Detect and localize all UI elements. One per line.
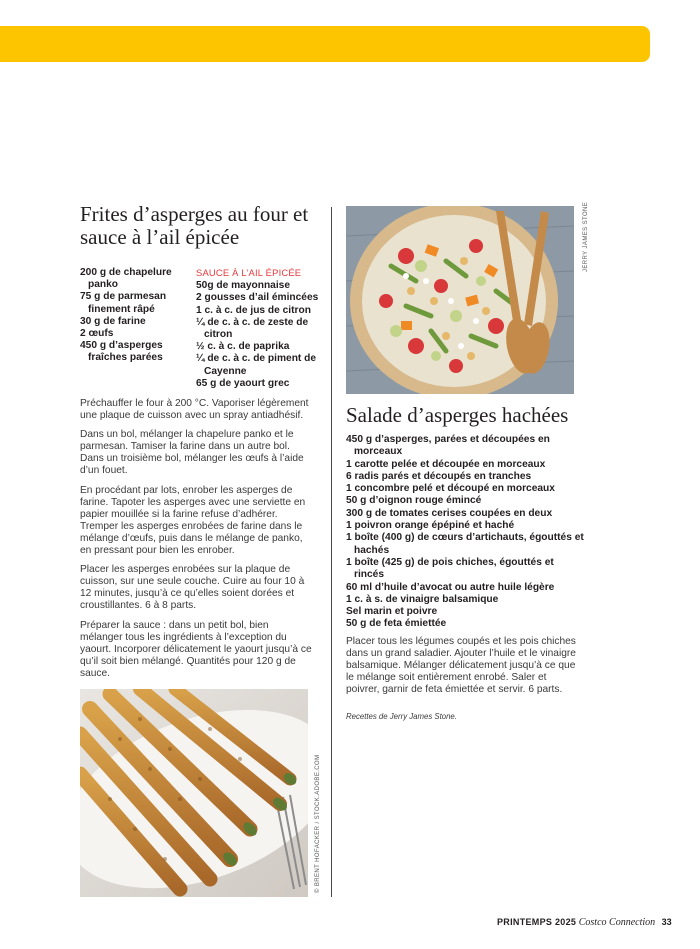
ingredient-item: 1 boîte (400 g) de cœurs d’artichauts, égouttés et hachés	[346, 532, 584, 556]
ingredient-item: 75 g de parmesan finement râpé	[80, 291, 167, 315]
ingredient-item: 200 g de chapelure panko	[80, 267, 172, 291]
header-color-band	[0, 26, 650, 62]
ingredient-item: 50 g de feta émiettée	[346, 618, 447, 630]
fries-photo-credit: © BRENT HOFACKER / STOCK.ADOBE.COM	[315, 754, 321, 893]
ingredient-item: ¼ de c. à c. de piment de Cayenne	[196, 353, 317, 377]
ingredient-item: 300 g de tomates cerises coupées en deux	[346, 507, 553, 519]
ingredient-item: 6 radis parés et découpés en tranches	[346, 470, 532, 482]
ingredient-item: 30 g de farine	[80, 315, 146, 327]
ingredient-item: 450 g d’asperges, parées et découpées en morceaux	[346, 434, 550, 458]
footer-season: PRINTEMPS 2025	[497, 917, 577, 927]
instruction-paragraph: Dans un bol, mélanger la chapelure panko et le parmesan. Tamiser la farine dans un autre bol. Dans un troisième bol, mélanger les œufs à l’aide d’un fouet.	[80, 429, 304, 477]
left-recipe-instructions	[80, 398, 312, 687]
ingredient-item: 1 carotte pelée et découpée en morceaux	[346, 458, 546, 470]
ingredient-item: 1 poivron orange épépiné et haché	[346, 520, 515, 532]
page-footer	[497, 917, 672, 928]
ingredient-item: Sel marin et poivre	[346, 606, 438, 618]
instruction-paragraph: Placer tous les légumes coupés et les pois chiches dans un grand saladier. Ajouter l’huile et le vinaigre balsamique. Mélanger délicatement jusqu’à ce que le mélange soit entièrement enrobé. Saler et poivrer, garnir de feta émiettée et servir. 6 parts.	[346, 636, 576, 696]
recipe-credit: Recettes de Jerry James Stone.	[346, 712, 457, 721]
ingredient-item: 450 g d’asperges fraîches parées	[80, 340, 163, 364]
ingredient-item: 50g de mayonnaise	[196, 280, 290, 292]
right-recipe-instructions	[346, 636, 576, 703]
left-ingredients-list	[80, 267, 190, 365]
asparagus-fries-photo	[80, 689, 308, 897]
instruction-paragraph: Préchauffer le four à 200 °C. Vaporiser légèrement une plaque de cuisson avec un spray antiadhésif.	[80, 398, 309, 422]
right-ingredients-list	[346, 434, 586, 631]
ingredient-item: 65 g de yaourt grec	[196, 377, 290, 389]
page-number: 33	[661, 917, 672, 927]
salad-photo-credit: JERRY JAMES STONE	[583, 201, 589, 272]
ingredient-item: 2 œufs	[80, 328, 114, 340]
left-recipe-title: Frites d’asperges au four et sauce à l’ail épicée	[80, 202, 309, 249]
column-divider	[331, 207, 332, 897]
footer-magazine: Costco Connection	[578, 917, 656, 928]
ingredient-item: 1 c. à s. de vinaigre balsamique	[346, 593, 499, 605]
ingredient-item: ½ c. à c. de paprika	[196, 341, 290, 353]
ingredient-item: 60 ml d’huile d’avocat ou autre huile légère	[346, 581, 555, 593]
ingredient-item: 1 concombre pelé et découpé en morceaux	[346, 483, 555, 495]
instruction-paragraph: Placer les asperges enrobées sur la plaque de cuisson, sur une seule couche. Cuire au four 10 à 12 minutes, jusqu’à ce qu’elles soient dorées et croustillantes. 6 à 8 parts.	[80, 564, 305, 612]
right-recipe-title: Salade d’asperges hachées	[346, 403, 569, 427]
sauce-ingredients-list	[196, 267, 324, 390]
instruction-paragraph: Préparer la sauce : dans un petit bol, bien mélanger tous les ingrédients à l’exception du yaourt. Incorporer délicatement le yaourt jusqu’à ce qu’il soit bien mélangé. Quantités pour 120 g de sauce.	[80, 619, 312, 679]
ingredient-item: 1 c. à c. de jus de citron	[196, 304, 311, 316]
sauce-heading: SAUCE À L’AIL ÉPICÉE	[196, 267, 302, 278]
ingredient-item: 1 boîte (425 g) de pois chiches, égouttés et rincés	[346, 556, 554, 581]
ingredient-item: 50 g d’oignon rouge émincé	[346, 495, 482, 507]
instruction-paragraph: En procédant par lots, enrober les asperges de farine. Tapoter les asperges avec une serviette en papier mouillée si la farine refuse d’adhérer. Tremper les asperges enrobées de farine dans le mélange d’œufs, puis dans le mélange de panko, en pressant pour bien les enrober.	[80, 484, 306, 557]
ingredient-item: 2 gousses d’ail émincées	[196, 292, 319, 304]
ingredient-item: ¼ de c. à c. de zeste de citron	[196, 316, 309, 341]
chopped-salad-photo	[346, 206, 574, 394]
